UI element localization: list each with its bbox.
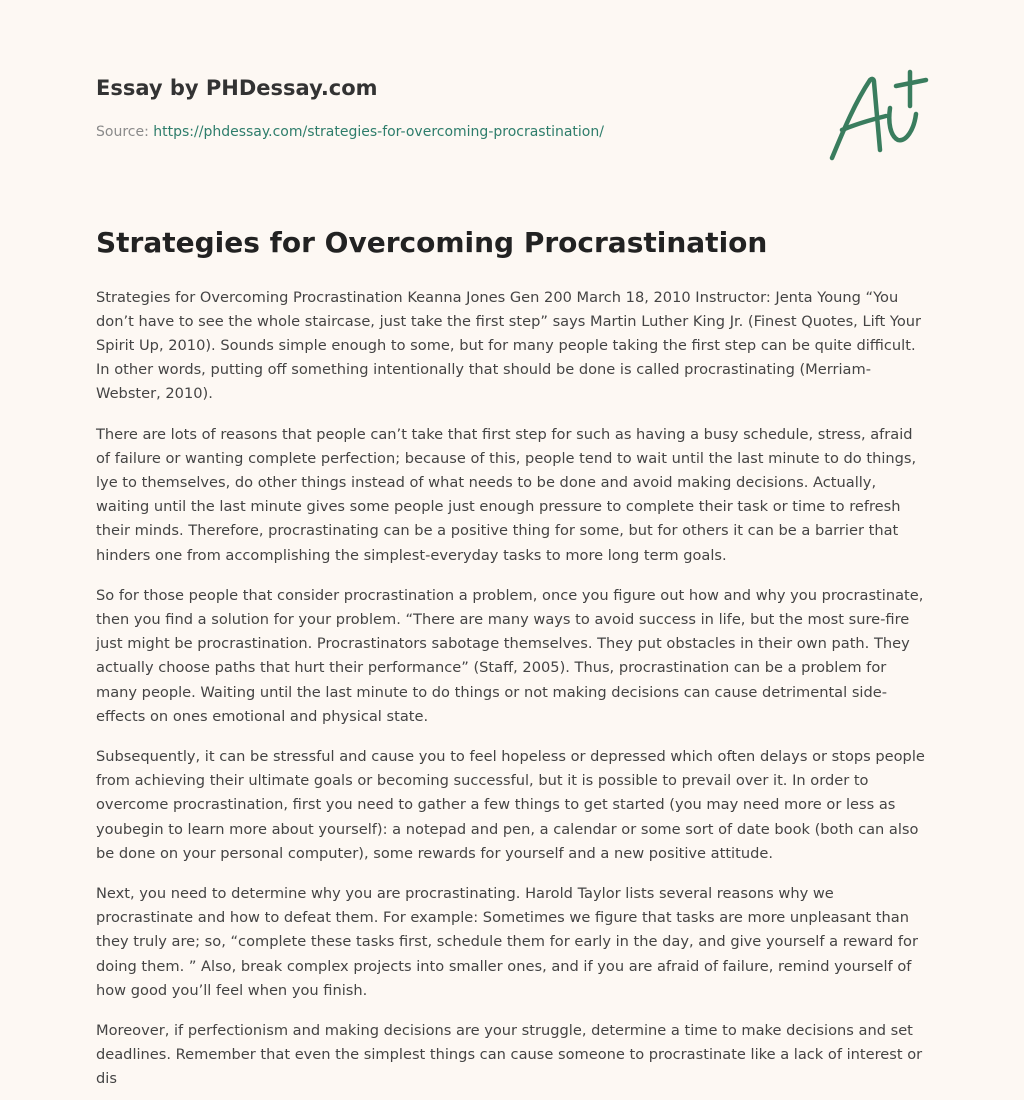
article-paragraph: Moreover, if perfectionism and making decisions are your struggle, determine a time to make decisions and set deadlines. Remember that even the simplest things can cause someone to procrastinate like a lack of interest or dis	[96, 1022, 923, 1088]
brand-title: Essay by PHDessay.com	[96, 76, 378, 100]
page-header	[96, 0, 928, 190]
article-body	[96, 286, 928, 1092]
article-paragraph: Strategies for Overcoming Procrastination Keanna Jones Gen 200 March 18, 2010 Instructor: Jenta Young “You don’t have to see the whole staircase, just take the first step” says Martin Luther King Jr. (Finest Quotes, Lift Your Spirit Up, 2010). Sounds simple enough to some, but for many people taking the first step can be quite difficult. In other words, putting off something intentionally that should be done is called procrastinating (Merriam-Webster, 2010).	[96, 288, 922, 403]
source-line	[96, 124, 604, 140]
source-label: Source:	[96, 124, 149, 140]
a-plus-logo-icon	[826, 66, 930, 166]
article-title: Strategies for Overcoming Procrastination	[96, 226, 768, 259]
article-paragraph: There are lots of reasons that people can’t take that first step for such as having a busy schedule, stress, afraid of failure or wanting complete perfection; because of this, people tend to wait until the last minute to do things, lye to themselves, do other things instead of what needs to be done and avoid making decisions. Actually, waiting until the last minute gives some people just enough pressure to complete their task or time to refresh their minds. Therefore, procrastinating can be a positive thing for some, but for others it can be a barrier that hinders one from accomplishing the simplest-everyday tasks to more long term goals.	[96, 425, 917, 564]
article-paragraph: So for those people that consider procrastination a problem, once you figure out how and why you procrastinate, then you find a solution for your problem. “There are many ways to avoid success in life, but the most sure-fire just might be procrastination. Procrastinators sabotage themselves. They put obstacles in their own path. They actually choose paths that hurt their performance” (Staff, 2005). Thus, procrastination can be a problem for many people. Waiting until the last minute to do things or not making decisions can cause detrimental side-effects on ones emotional and physical state.	[96, 586, 924, 725]
article-paragraph: Next, you need to determine why you are procrastinating. Harold Taylor lists several reasons why we procrastinate and how to defeat them. For example: Sometimes we figure that tasks are more unpleasant than they truly are; so, “complete these tasks first, schedule them for early in the day, and give yourself a reward for doing them. ” Also, break complex projects into smaller ones, and if you are afraid of failure, remind yourself of how good you’ll feel when you finish.	[96, 885, 918, 999]
source-link[interactable]: https://phdessay.com/strategies-for-overcoming-procrastination/	[153, 124, 604, 140]
article-paragraph: Subsequently, it can be stressful and cause you to feel hopeless or depressed which often delays or stops people from achieving their ultimate goals or becoming successful, but it is possible to prevail over it. In order to overcome procrastination, first you need to gather a few things to get started (you may need more or less as youbegin to learn more about yourself): a notepad and pen, a calendar or some sort of date book (both can also be done on your personal computer), some rewards for yourself and a new positive attitude.	[96, 748, 925, 862]
